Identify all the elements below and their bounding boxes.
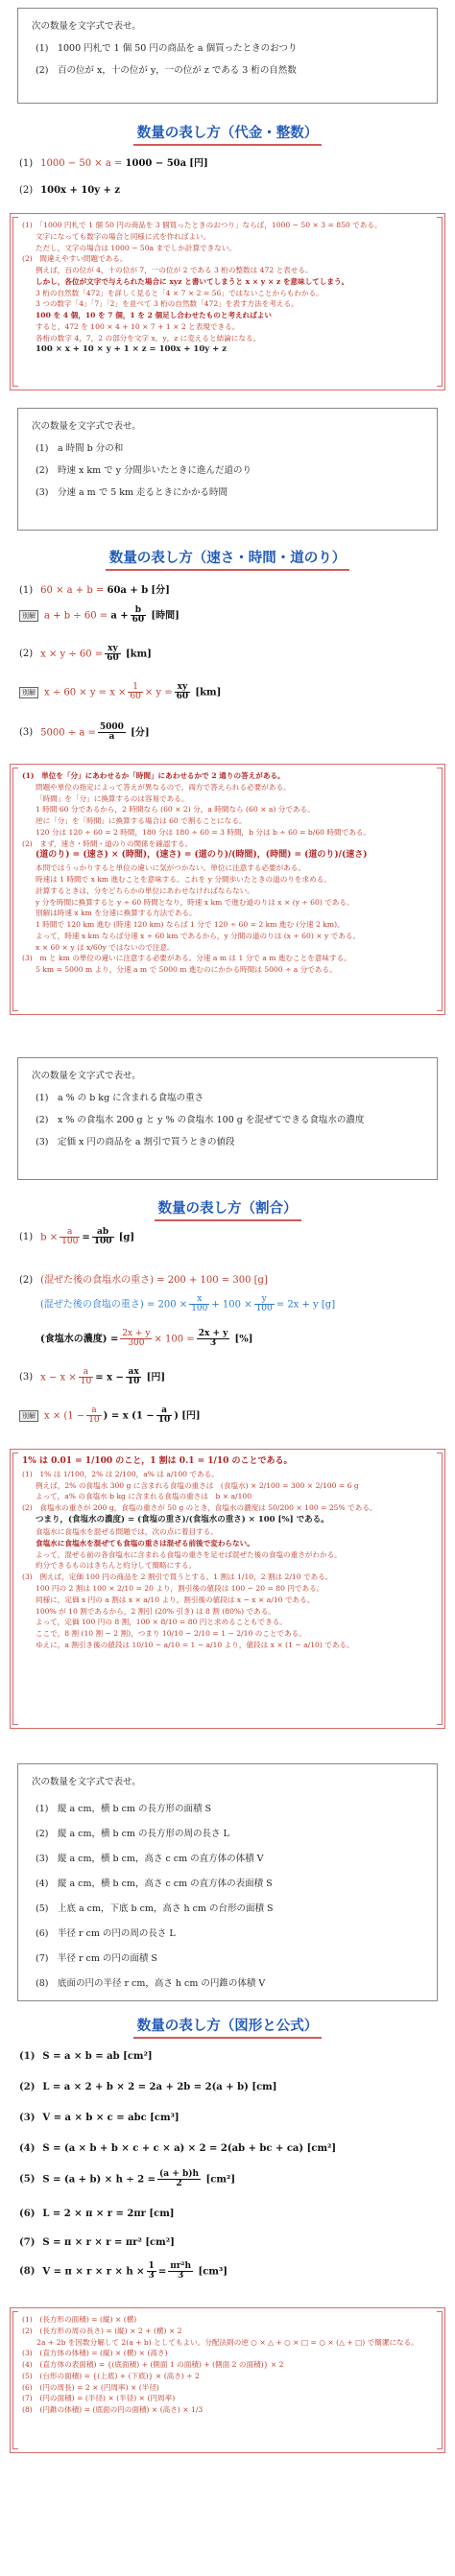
problem-2: (2) 縦 a cm，横 b cm の長方形の周の長さ L <box>36 1829 229 1839</box>
problem-intro: 次の数量を文字式で表せ。 <box>32 1777 141 1787</box>
problem-3: (3) 縦 a cm，横 b cm，高さ c cm の直方体の体積 V <box>36 1854 264 1864</box>
problem-2: (2) 時速 x km で y 分間歩いたときに進んだ道のり <box>36 465 252 476</box>
problem-4: (4) 縦 a cm，横 b cm，高さ c cm の直方体の表面積 S <box>36 1879 273 1889</box>
explanation-1: (1) 「1000 円札で 1 個 50 円の商品を 3 個買ったときのおつり」ならば，1000 − 50 × 3 = 850 である。 文字になっても数字の場合と同様に式を作ればよい。 ただし，文字の場合は 1000 − 50a までしか計算できない。 (2) 間違えやすい問題である。 例えば，百の位が 4，十の位が 7，一の位が 2 である 3 桁の整数は 472 と表せる。 しかし，各位が文字で与えられた場合に xyz と書いてしまうと x × y × z を意味してしまう。 3 桁の自然数「472」を詳しく見ると「4 × 7 × 2 = 56」ではないことからもわかる。 3 つの数字「4」「7」「2」を並べて 3 桁の自然数「472」を表す方法を考える。 100 を 4 個，10 を 7 個，1 を 2 個足し合わせたものと考えればよい すると，472 を 100 × 4 + 10 × 7 + 1 × 2 と表現できる。 各桁の数字 4，7，2 の部分を文字 x，y，z に変えると結論になる。 100 × x + 10 × y + 1 × z = 100x + 10y + z <box>10 213 445 390</box>
answer-3-1: (1) b × $\frac{a}{100}$ = $\frac{ab}{100}$ [g] <box>19 1227 135 1247</box>
answer-4-5: (5) S = (a + b) × h ÷ 2 = $\frac{(a + b)h}{2}$ [cm²] <box>19 2169 236 2189</box>
explanation-4: (1) (長方形の面積) = (縦) × (横) (2) (長方形の周の長さ) = (縦) × 2 + (横) × 2 2a + 2b を因数分解して 2(a + b) としてもよい。分配法則の逆 ○ × △ + ○ × □ = ○ × (△ + □) で簡潔になる。 (3) (直方体の体積) = (縦) × (横) × (高さ) (4) (直方体の表面積) = {(底面積) + (側面 1 の面積) + (側面 2 の面積)} × 2 (5) (台形の面積) = {(上底) + (下底)} × (高さ) ÷ 2 (6) (円の周長) = 2 × (円周率) × (半径) (7) (円の面積) = (半径) × (半径) × (円周率) (8) (円錐の体積) = (底面の円の面積) × (高さ) × 1/3 <box>10 2307 445 2453</box>
answer-4-1: (1) S = a × b = ab [cm²] <box>19 2051 153 2062</box>
answer-2-1: (1) 60 × a + b = 60a + b [分] <box>19 585 170 596</box>
section-title-4: 数量の表し方（図形と公式） <box>0 2015 455 2039</box>
problem-8: (8) 底面の円の半径 r cm，高さ h cm の円錐の体積 V <box>36 1978 266 1989</box>
problem-intro: 次の数量を文字式で表せ。 <box>32 421 141 432</box>
answer-2-3: (3) 5000 ÷ a = $\frac{5000}{a}$ [分] <box>19 722 150 743</box>
answer-3-2-line3: (食塩水の濃度) = $\frac{2x + y}{300}$ × 100 = $\frac{2x + y}{3}$ [%] <box>40 1329 253 1349</box>
answer-4-6: (6) L = 2 × π × r = 2πr [cm] <box>19 2209 175 2219</box>
answer-1-1: (1) 1000 − 50 × a = 1000 − 50a [円] <box>19 158 208 169</box>
answer-3-3: (3) x − x × $\frac{a}{10}$ = x − $\frac{ax}{10}$ [円] <box>19 1367 166 1387</box>
problem-1: (1) 縦 a cm，横 b cm の長方形の面積 S <box>36 1804 211 1814</box>
answer-2-2: (2) x × y ÷ 60 = $\frac{xy}{60}$ [km] <box>19 644 152 664</box>
problem-box-2 <box>17 408 438 531</box>
answer-4-7: (7) S = π × r × r = πr² [cm²] <box>19 2237 175 2248</box>
section-title-1: 数量の表し方（代金・整数） <box>0 122 455 146</box>
answer-4-8: (8) V = π × r × r × h × $\frac{1}{3}$ = $\frac{\text{πr²h}}{3}$ [cm³] <box>19 2261 228 2281</box>
problem-2: (2) x % の食塩水 200 g と y % の食塩水 100 g を混ぜてできる食塩水の濃度 <box>36 1115 365 1125</box>
problem-intro: 次の数量を文字式で表せ。 <box>32 21 141 32</box>
answer-4-4: (4) S = (a × b + b × c + c × a) × 2 = 2(ab + bc + ca) [cm²] <box>19 2143 337 2154</box>
answer-2-1-alt: 別解 a + b ÷ 60 = a + $\frac{b}{60}$ [時間] <box>19 606 180 626</box>
problem-7: (7) 半径 r cm の円の面積 S <box>36 1953 157 1964</box>
problem-5: (5) 上底 a cm，下底 b cm，高さ h cm の台形の面積 S <box>36 1903 274 1914</box>
problem-1: (1) a % の b kg に含まれる食塩の重さ <box>36 1093 204 1103</box>
problem-1: (1) a 時間 b 分の和 <box>36 443 124 454</box>
answer-2-2-alt: 別解 x ÷ 60 × y = x × $\frac{1}{60}$ × y = $\frac{xy}{60}$ [km] <box>19 683 221 702</box>
problem-intro: 次の数量を文字式で表せ。 <box>32 1071 141 1081</box>
answer-3-2-line1: (2) (混ぜた後の食塩水の重さ) = 200 + 100 = 300 [g] <box>19 1275 268 1286</box>
problem-box-4 <box>17 1763 438 2001</box>
problem-1: (1) 1000 円札で 1 個 50 円の商品を a 個買ったときのおつり <box>36 43 298 54</box>
problem-3: (3) 分速 a m で 5 km 走るときにかかる時間 <box>36 487 228 498</box>
problem-2: (2) 百の位が x，十の位が y，一の位が z である 3 桁の自然数 <box>36 65 297 76</box>
answer-1-2: (2) 100x + 10y + z <box>19 185 121 196</box>
problem-box-3 <box>17 1057 438 1180</box>
answer-4-3: (3) V = a × b × c = abc [cm³] <box>19 2113 180 2123</box>
answer-4-2: (2) L = a × 2 + b × 2 = 2a + 2b = 2(a + b) [cm] <box>19 2082 277 2092</box>
section-title-2: 数量の表し方（速さ・時間・道のり） <box>0 547 455 571</box>
answer-3-3-alt: 別解 x × (1 − $\frac{a}{10}$ ) = x (1 − $\frac{a}{10}$ ) [円] <box>19 1406 201 1426</box>
explanation-3: 1% は 0.01 = 1/100 のこと，1 割は 0.1 = 1/10 のことである。 (1) 1% は 1/100，2% は 2/100，a% は a/100 である。 例えば，2% の食塩水 300 g に含まれる食塩の重さは (食塩水) × 2/100 = 300 × 2/100 = 6 g よって，a% の食塩水 b kg に含まれる食塩の重さは b × a/100 (2) 食塩水の重さが 200 g，食塩の重さが 50 g のとき，食塩水の濃度は 50/200 × 100 = 25% である。 つまり，(食塩水の濃度) = (食塩の重さ)/(食塩水の重さ) × 100 [%] である。 食塩水に食塩水を混ぜる問題では，次の点に着目する。 食塩水に食塩水を混ぜても食塩の重さは混ぜる前後で変わらない。 よって，混ぜる前の各食塩水に含まれる食塩の重さを足せば混ぜた後の食塩の重さがわかる。 約分できるものはきちんと約分して簡略にする。 (3) 例えば，定価 100 円の商品を 2 割引で買うとする。1 割は 1/10，2 割は 2/10 である。 100 円の 2 割は 100 × 2/10 = 20 より，割引後の値段は 100 − 20 = 80 円である。 同様に，定価 x 円の a 割は x × a/10 より，割引後の値段は x − x × a/10 である。 100% が 10 割であるから，2 割引 (20% 引き) は 8 割 (80%) である。 よって，定価 100 円の 8 割，100 × 8/10 = 80 円と求めることもできる。 ここで，8 割 (10 割 − 2 割)，つまり 10/10 − 2/10 = 1 − 2/10 のことである。 ゆえに，a 割引き後の値段は 10/10 − a/10 = 1 − a/10 より，値段は x × (1 − a/10) である。 <box>10 1449 445 1729</box>
answer-3-2-line2: (混ぜた後の食塩の重さ) = 200 × $\frac{x}{100}$ + 100 × $\frac{y}{100}$ = 2x + y [g] <box>40 1294 336 1314</box>
problem-box-1 <box>17 8 438 104</box>
problem-6: (6) 半径 r cm の円の周の長さ L <box>36 1928 176 1939</box>
problem-3: (3) 定価 x 円の商品を a 割引で買うときの値段 <box>36 1137 235 1147</box>
explanation-2: (1) 単位を「分」にあわせるか「時間」にあわせるかで 2 通りの答えがある。 問題や単位の指定によって答えが異なるので，両方で答えられる必要がある。 「時間」を「分」に換算するのは容易である。 1 時間 60 分であるから，2 時間なら (60 × 2) 分，a 時間なら (60 × a) 分である。 逆に「分」を「時間」に換算する場合は 60 で割ることになる。 120 分は 120 ÷ 60 = 2 時間，180 分は 180 ÷ 60 = 3 時間，b 分は b ÷ 60 = b/60 時間である。 (2) まず，速さ・時間・道のりの関係を確認する。 (道のり) = (速さ) × (時間)，(速さ) = (道のり)/(時間)，(時間) = (道のり)/(速さ) 本問ではうっかりすると単位の違いに気がつかない。単位に注意する必要がある。 時速は 1 時間で x km 進むことを意味する。これを y 分間歩いたときの道のりを求める。 計算するときは，分をどちらかの単位にあわせなければならない。 y 分を時間に換算すると y ÷ 60 時間となり，時速 x km で進む道のりは x × (y ÷ 60) である。 別解は時速 x km を分速に換算する方法である。 1 時間で 120 km 進む (時速 120 km) ならば 1 分で 120 ÷ 60 = 2 km 進む (分速 2 km)。 よって，時速 x km ならば分速 x ÷ 60 km であるから，y 分間の道のりは (x ÷ 60) × y である。 x × 60 × y は x/60y ではないので注意。 (3) m と km の単位の違いに注意する必要がある。分速 a m は 1 分で a m 進むことを意味する。 5 km = 5000 m より，分速 a m で 5000 m 進むのにかかる時間は 5000 ÷ a 分である。 <box>10 764 445 1015</box>
section-title-3: 数量の表し方（割合） <box>0 1197 455 1221</box>
